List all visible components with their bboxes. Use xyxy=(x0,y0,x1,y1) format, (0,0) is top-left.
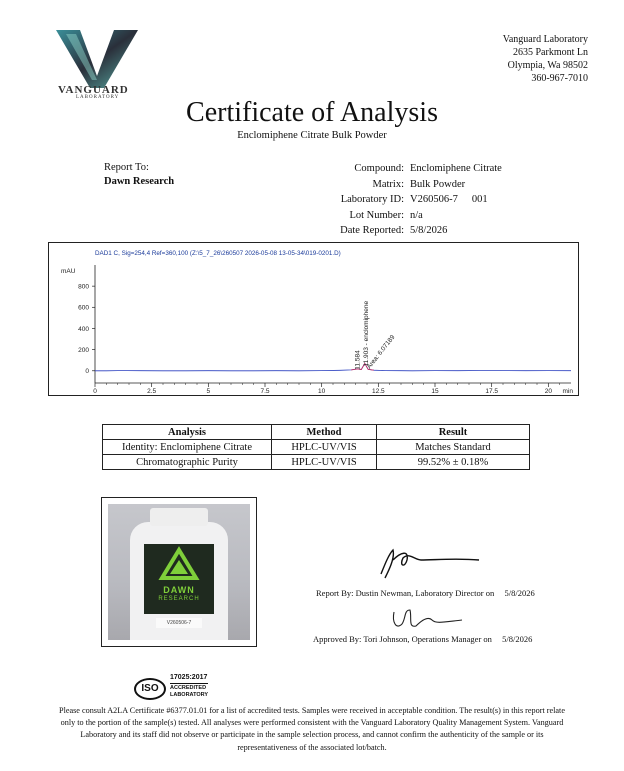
manager-signature xyxy=(388,606,468,636)
date-value: 5/8/2026 xyxy=(410,225,448,236)
cell-analysis: Identity: Enclomiphene Citrate xyxy=(103,440,272,455)
approved-by-text: Approved By: Tori Johnson, Operations Manager on xyxy=(313,634,492,644)
x-tick-label: 15 xyxy=(431,388,439,395)
meta-labels xyxy=(260,161,404,239)
lab-street: 2635 Parkmont Ln xyxy=(513,47,588,58)
brand-line2: RESEARCH xyxy=(158,596,200,602)
peak-label-1: 11.584 xyxy=(354,350,362,370)
iso-mark: ISO xyxy=(134,678,166,700)
document-title: Certificate of Analysis xyxy=(186,97,438,128)
x-tick-label: 0 xyxy=(93,388,97,395)
lab-name: Vanguard Laboratory xyxy=(502,34,588,45)
date-label: Date Reported: xyxy=(340,225,404,236)
dawn-logo-icon xyxy=(144,544,214,584)
x-tick-label: 10 xyxy=(318,388,326,395)
client-name: Dawn Research xyxy=(104,176,175,187)
y-tick-label: 0 xyxy=(85,368,89,376)
chromatogram-plot xyxy=(49,243,578,395)
report-to xyxy=(104,161,174,189)
y-tick-label: 400 xyxy=(78,325,89,333)
lab-address xyxy=(503,33,588,85)
table-row xyxy=(103,455,530,470)
header-result: Result xyxy=(377,425,530,440)
meta-values xyxy=(410,161,590,239)
peak-area-label: Area: 6.07189 xyxy=(365,333,397,371)
table-row xyxy=(103,440,530,455)
matrix-value: Bulk Powder xyxy=(410,178,466,190)
brand-line1: DAWN xyxy=(163,585,195,595)
y-tick-label: 200 xyxy=(78,346,89,354)
document-subtitle: Enclomiphene Citrate Bulk Powder xyxy=(237,130,387,141)
x-tick-label: 2.5 xyxy=(147,388,157,395)
lot-value: n/a xyxy=(410,209,423,221)
compound-label: Compound: xyxy=(354,163,404,174)
cell-analysis: Chromatographic Purity xyxy=(103,455,272,470)
cell-result: 99.52% ± 0.18% xyxy=(377,455,530,470)
y-axis-label: mAU xyxy=(61,268,76,275)
x-axis-label: min xyxy=(562,388,573,395)
x-tick-label: 5 xyxy=(206,388,211,395)
logo-subtitle: LABORATORY xyxy=(76,95,120,100)
header-method: Method xyxy=(272,425,377,440)
results-table xyxy=(102,424,530,470)
y-tick-label: 800 xyxy=(78,283,89,291)
matrix-label: Matrix: xyxy=(372,178,404,190)
iso-line2: LABORATORY xyxy=(170,692,209,698)
lot-sticker: V260506-7 xyxy=(156,618,202,628)
iso-divider xyxy=(170,683,208,684)
bottle-cap xyxy=(150,508,208,526)
cell-result: Matches Standard xyxy=(377,440,530,455)
chart-title: DAD1 C, Sig=254,4 Ref=360,100 (Z:\5_7_26\260507 2026-05-08 13-05-34\019-0201.D) xyxy=(95,250,341,257)
y-tick-label: 600 xyxy=(78,304,89,312)
sample-photo-frame xyxy=(101,497,257,647)
report-by-date: 5/8/2026 xyxy=(504,588,535,598)
x-tick-label: 20 xyxy=(544,388,552,395)
lab-id-label: Laboratory ID: xyxy=(340,194,404,205)
peak-label-2: 11.903 - enclomiphene xyxy=(362,300,370,367)
x-tick-label: 7.5 xyxy=(260,388,270,395)
header-analysis: Analysis xyxy=(103,425,272,440)
report-by-line xyxy=(316,588,535,598)
chromatogram xyxy=(48,242,579,396)
approved-by-date: 5/8/2026 xyxy=(502,634,533,644)
logo-wordmark: VANGUARD xyxy=(58,84,129,96)
lab-id-suffix: 001 xyxy=(471,194,488,205)
bottle-label xyxy=(144,544,214,614)
compound-value: Enclomiphene Citrate xyxy=(410,163,502,174)
lab-phone: 360-967-7010 xyxy=(531,73,588,84)
lab-city: Olympia, Wa 98502 xyxy=(507,60,588,71)
chromatogram-trace xyxy=(95,363,571,370)
iso-standard: 17025:2017 xyxy=(170,674,208,681)
lot-label: Lot Number: xyxy=(349,209,404,221)
approved-by-line xyxy=(313,634,532,644)
sample-photo xyxy=(108,504,250,640)
lab-id-row xyxy=(410,192,590,208)
lab-id-value: V260506-7 xyxy=(410,194,458,205)
report-by-text: Report By: Dustin Newman, Laboratory Director on xyxy=(316,588,495,598)
x-tick-label: 12.5 xyxy=(372,388,385,395)
report-to-label: Report To: xyxy=(104,162,149,173)
footer-disclaimer: Please consult A2LA Certificate #6377.01.01 for a list of accredited tests. Samples were received in acceptable condition. The result(s) in this report relate only to the portion of the sample(s) tested. All analyses were performed consistent with the Vanguard Laboratory Quality Management System. Vanguard Laboratory and its staff did not observe or participate in the sample selection process, and cannot confirm the authenticity of the sample or its representativeness of the associated lot/batch. xyxy=(59,706,565,752)
iso-line1: ACCREDITED xyxy=(170,685,207,691)
table-header-row xyxy=(103,425,530,440)
cell-method: HPLC-UV/VIS xyxy=(272,455,377,470)
director-signature xyxy=(375,544,485,584)
cell-method: HPLC-UV/VIS xyxy=(272,440,377,455)
x-tick-label: 17.5 xyxy=(485,388,498,395)
